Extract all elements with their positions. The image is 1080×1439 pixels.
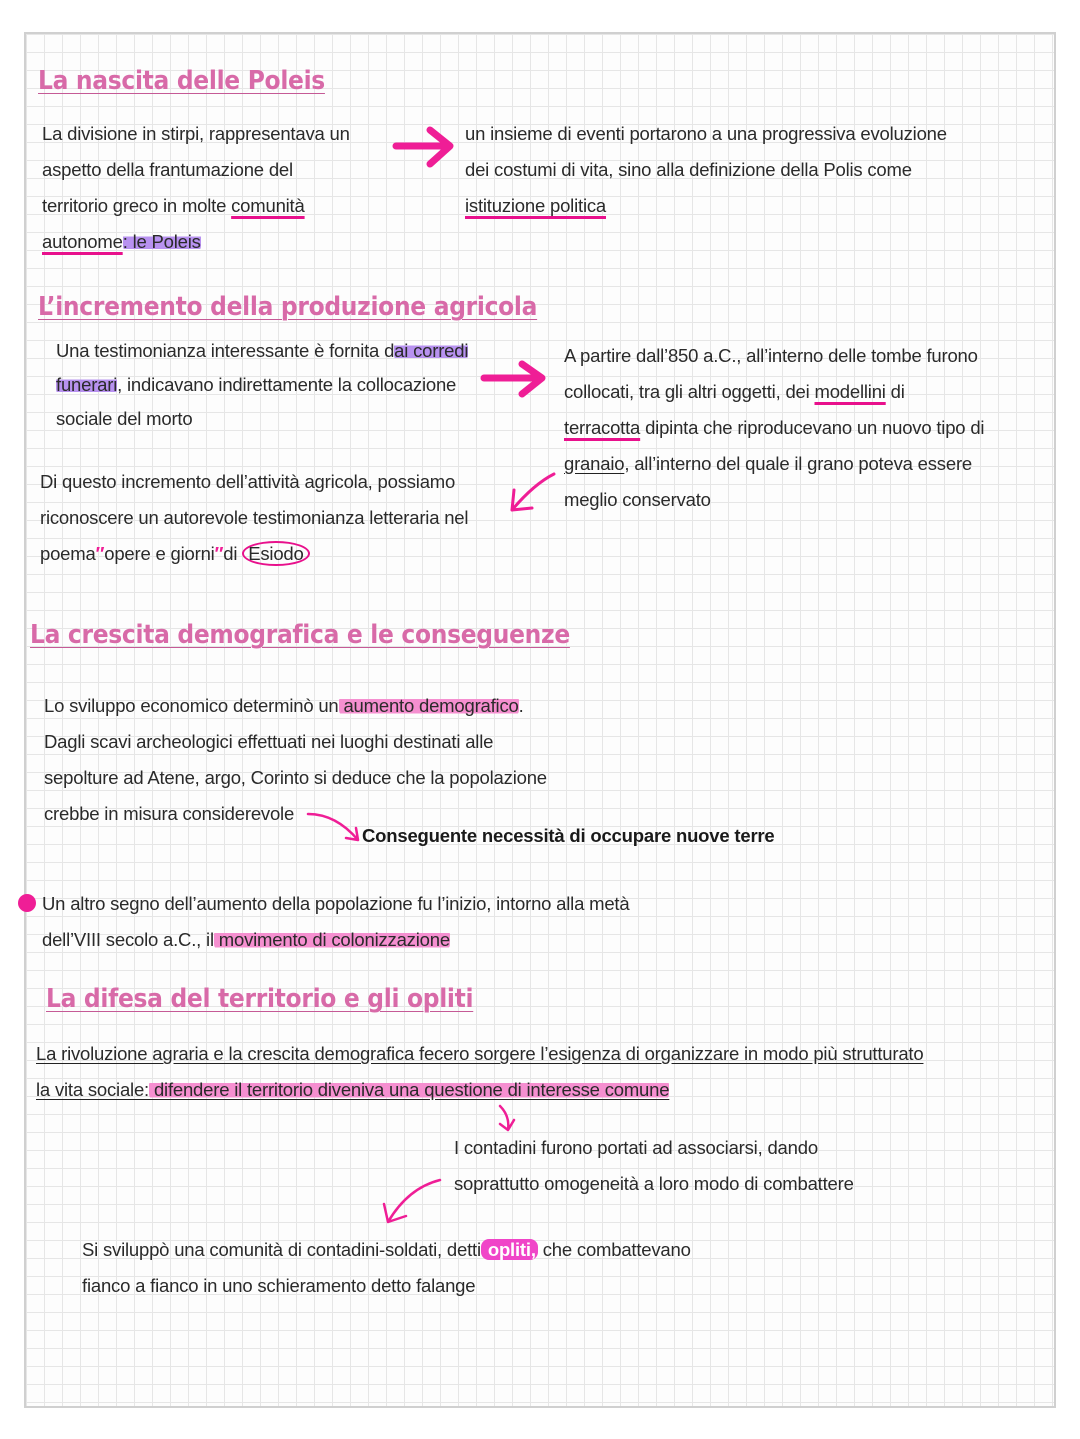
highlighted-term: ai corredi [394,340,469,361]
quote-mark: ″ [214,543,224,564]
text-line [42,922,629,958]
section-title-opliti: La difesa del territorio e gli opliti [46,984,474,1014]
highlighted-term: movimento di colonizzazione [213,929,450,950]
text-span: dipinta che riproducevano un nuovo tipo di [640,417,985,438]
highlighted-term: difendere il territorio diveniva una questione di interesse comune [149,1079,670,1100]
text-line [44,688,547,724]
underlined-term: istituzione politica [465,195,606,216]
text-line: Conseguente necessità di occupare nuove terre [362,825,775,846]
text-line: riconoscere un autorevole testimonianza letteraria nel [40,507,469,528]
opliti-text [82,1232,691,1304]
text-line [56,368,468,402]
text-span: Si sviluppò una comunità di contadini-soldati, detti [82,1239,481,1260]
text-span: Lo sviluppo economico determinò un [44,695,339,716]
section-title-poleis: La nascita delle Poleis [38,66,325,96]
colonizzazione-text [42,886,629,958]
text-span: , indicavano indirettamente la collocazione [117,374,457,395]
text-line [36,1072,923,1108]
underlined-term: granaio [564,453,625,474]
consequence-text [362,818,775,854]
text-line [42,224,350,260]
text-line: La divisione in stirpi, rappresentava un [42,123,350,144]
text-line: La rivoluzione agraria e la crescita demografica fecero sorgere l’esigenza di organizzare in modo più strutturato [36,1043,924,1064]
text-line [82,1232,691,1268]
text-line [564,410,984,446]
underlined-term: comunità [231,195,305,216]
highlighted-term: funerari [56,374,118,395]
underlined-term: modellini [814,381,886,402]
book-title: opere e giorni [104,543,215,564]
section-title-agricoltura: L’incremento della produzione agricola [38,292,538,322]
text-line: fianco a fianco in uno schieramento detto falange [82,1275,476,1296]
agricoltura-left-text [56,334,468,436]
curved-arrow-icon [306,806,366,846]
underlined-term: terracotta [564,417,641,438]
text-line: sociale del morto [56,408,193,429]
down-left-arrow-icon [504,470,560,518]
demografia-text [44,688,547,832]
text-line: crebbe in misura considerevole [44,803,295,824]
agricoltura-right-text [564,338,984,518]
text-span: , all’interno del quale il grano poteva essere [624,453,972,474]
text-line: I contadini furono portati ad associarsi, dando [454,1137,818,1158]
section-title-demografia: La crescita demografica e le conseguenze [30,620,570,650]
text-span: la vita sociale: [36,1079,149,1100]
poleis-left-text [42,116,350,260]
text-line: meglio conservato [564,489,711,510]
quote-mark: ″ [95,543,105,564]
text-span: territorio greco in molte [42,195,232,216]
text-line [42,188,350,224]
text-line: Un altro segno dell’aumento della popolazione fu l’inizio, intorno alla metà [42,893,630,914]
bullet-dot [18,894,36,912]
right-arrow-icon [392,126,456,170]
text-line: aspetto della frantumazione del [42,159,293,180]
text-line: sepolture ad Atene, argo, Corinto si deduce che la popolazione [44,767,547,788]
text-line [465,188,947,224]
text-line [564,446,984,482]
right-arrow-icon [480,360,552,400]
highlighted-term: aumento demografico [338,695,519,716]
highlighted-term: : le Poleis [122,231,201,252]
underlined-term: autonome [42,231,123,252]
text-span: poema [40,543,96,564]
down-left-arrow-icon [378,1174,444,1230]
circled-term: Esiodo [242,541,309,566]
text-span: . [518,695,524,716]
text-line: A partire dall’850 a.C., all’interno delle tombe furono [564,345,978,366]
text-line [40,536,468,572]
contadini-text [454,1130,854,1202]
text-line: Dagli scavi archeologici effettuati nei luoghi destinati alle [44,731,494,752]
text-line: un insieme di eventi portarono a una progressiva evoluzione [465,123,947,144]
text-span: Una testimonianza interessante è fornita d [56,340,395,361]
text-line: dei costumi di vita, sino alla definizione della Polis come [465,159,912,180]
text-span: di [223,543,238,564]
text-line [564,374,984,410]
text-span: dell’VIII secolo a.C., il [42,929,214,950]
difesa-text [36,1036,923,1108]
text-span: che combattevano [537,1239,691,1260]
text-line: soprattutto omogeneità a loro modo di combattere [454,1173,854,1194]
text-span: di [885,381,905,402]
text-span: collocati, tra gli altri oggetti, dei [564,381,815,402]
text-line: Di questo incremento dell’attività agricola, possiamo [40,471,456,492]
agricoltura-bottom-text [40,464,468,572]
text-line [56,334,468,368]
highlighted-term: opliti, [482,1239,536,1260]
poleis-right-text [465,116,947,224]
